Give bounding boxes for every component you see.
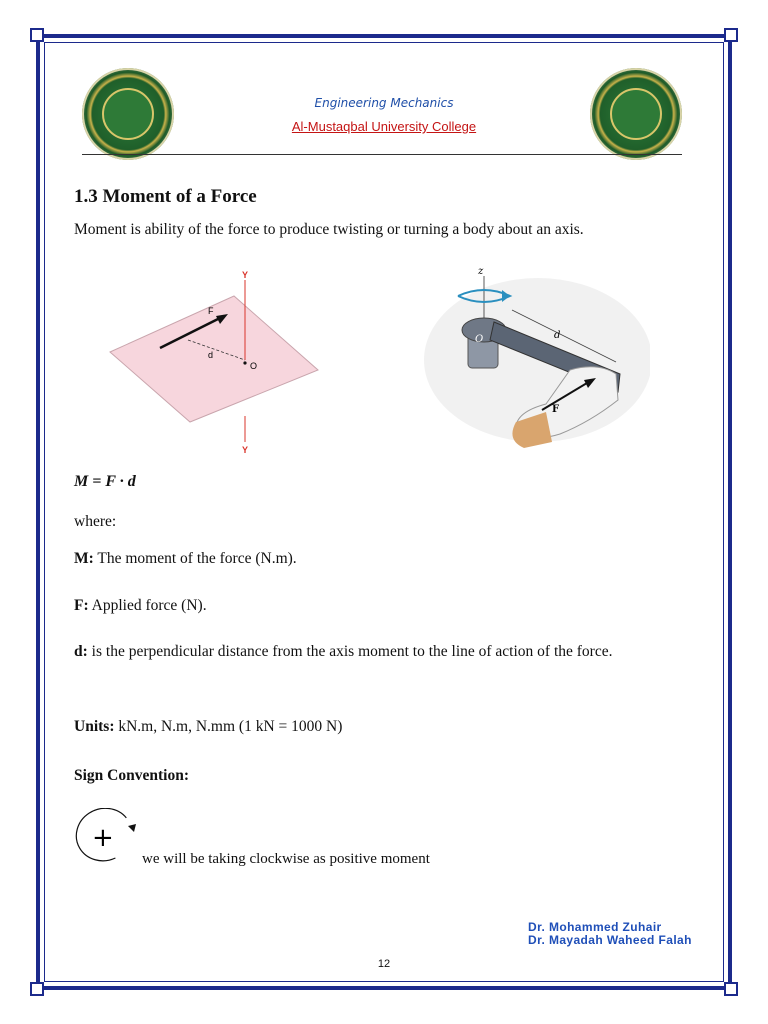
force-label-wrench: F [552,404,560,415]
sign-convention-text: we will be taking clockwise as positive moment [142,851,430,867]
border-corner-bottom-right [724,982,738,996]
z-axis-label: z [478,266,484,277]
university-seal-left [82,68,174,160]
page-border-inner [44,42,724,982]
section-title: 1.3 Moment of a Force [74,186,257,207]
border-corner-bottom-left [30,982,44,996]
y-axis-label-bottom: Y [242,445,249,455]
border-corner-top-right [724,28,738,42]
sign-convention-heading: Sign Convention: [74,767,189,784]
definition-text: Applied force (N). [88,597,207,614]
figure-plane-force [104,266,324,460]
distance-label: d [208,350,214,360]
definition-m [74,550,297,568]
border-corner-top-left [30,28,44,42]
units-text: kN.m, N.m, N.mm (1 kN = 1000 N) [114,718,343,735]
author-2: Dr. Mayadah Waheed Falah [528,933,692,947]
plus-sign: + [92,823,114,853]
units-term: Units: [74,718,115,735]
origin-label: O [250,361,258,371]
definition-term: F: [74,597,89,614]
header-rule [82,154,682,155]
author-1: Dr. Mohammed Zuhair [528,920,662,934]
university-seal-right [590,68,682,160]
definition-d [74,637,694,667]
intro-paragraph: Moment is ability of the force to produce twisting or turning a body about an axis. [74,221,584,238]
authors [528,921,692,947]
clockwise-arrowhead [128,824,136,832]
definition-text: is the perpendicular distance from the axis moment to the line of action of the force. [87,643,613,660]
moment-formula: M = F · d [74,473,136,490]
clockwise-moment-icon [72,808,142,868]
definition-term: M: [74,550,94,567]
y-axis-label-top: Y [242,270,249,280]
plane [110,296,318,422]
header-subtitle: Al-Mustaqbal University College [291,119,477,134]
force-label: F [208,306,214,316]
page-number: 12 [377,958,391,970]
definition-f [74,597,207,615]
origin-point [243,361,246,364]
header-title: Engineering Mechanics [314,96,454,110]
units-line [74,718,342,736]
definition-term: d: [74,643,88,660]
dimension-label: d [554,330,561,341]
definition-text: The moment of the force (N.m). [93,550,297,567]
where-label: where: [74,513,117,530]
origin-label-wrench: O [475,334,484,345]
figure-wrench [420,262,650,452]
